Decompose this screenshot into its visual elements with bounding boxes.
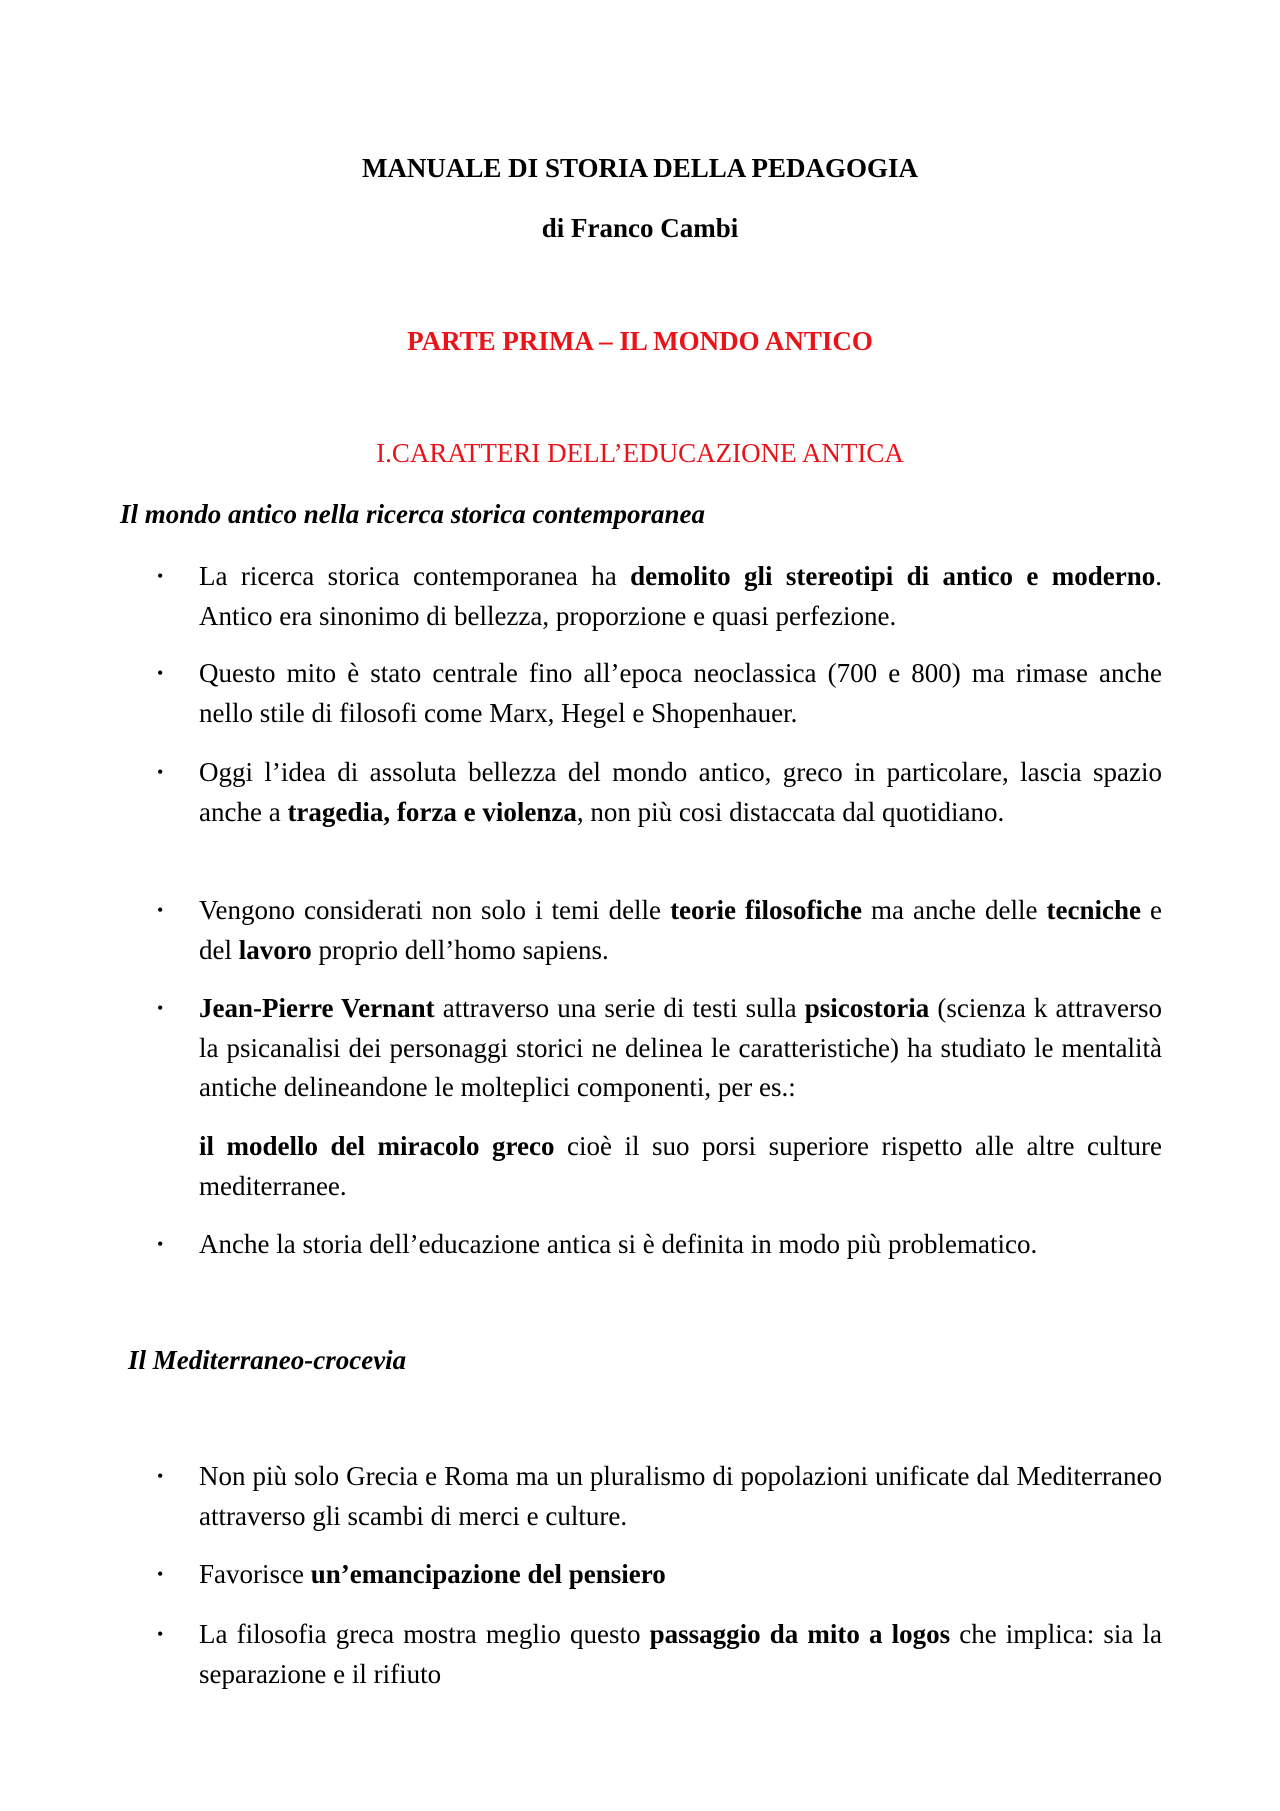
text-run: Oggi l’idea di assoluta bellezza del mondo antico, greco in particolare, lascia spazio anche a (199, 757, 1162, 827)
list-item (157, 557, 1163, 636)
bold-run: tecniche (1046, 895, 1141, 925)
bullet-icon: • (157, 900, 164, 920)
bullet-icon: • (157, 566, 164, 586)
chapter-title: I.CARATTERI DELL’EDUCAZIONE ANTICA (376, 438, 904, 468)
text-run: proprio dell’homo sapiens. (311, 934, 609, 965)
bullet-icon: • (157, 998, 164, 1018)
text-run: (scienza k attraverso la psicanalisi dei personaggi storici ne delinea le caratteristiche) ha studiato le mentalità antiche delineandone le molteplici componenti, per es.: (199, 993, 1162, 1102)
bold-run: tragedia, forza e violenza (287, 796, 577, 827)
document-title: MANUALE DI STORIA DELLA PEDAGOGIA (361, 153, 919, 183)
text-run: ma anche delle (862, 895, 1047, 925)
bold-run: teorie filosofiche (670, 895, 863, 925)
part-title: PARTE PRIMA – IL MONDO ANTICO (407, 326, 873, 356)
document-author: di Franco Cambi (541, 213, 739, 243)
list-item (157, 753, 1162, 832)
text-run: che implica: sia la separazione e il rifiuto (199, 1619, 1162, 1689)
text-run: Questo mito è stato centrale fino all’epoca neoclassica (700 e 800) ma rimase anche nello stile di filosofi come Marx, Hegel e Shopenhauer. (199, 658, 1162, 728)
bold-run: passaggio da mito a logos (649, 1619, 951, 1649)
list-item (157, 1615, 1162, 1694)
bold-run: demolito gli stereotipi di antico e moderno (630, 561, 1156, 591)
list-item (157, 1555, 1162, 1595)
text-run: La filosofia greca mostra meglio questo (199, 1619, 650, 1649)
bullet-icon: • (157, 1624, 164, 1644)
list-item (157, 989, 1162, 1108)
bold-run: psicostoria (804, 993, 930, 1023)
text-run: Favorisce (199, 1559, 311, 1589)
list-item (157, 1457, 1162, 1536)
text-run: Non più solo Grecia e Roma ma un pluralismo di popolazioni unificate dal Mediterraneo attraverso gli scambi di merci e culture. (199, 1461, 1162, 1531)
text-run: . Antico era sinonimo di bellezza, proporzione e quasi perfezione. (199, 561, 1163, 631)
text-run: attraverso una serie di testi sulla (434, 993, 805, 1023)
bold-run: lavoro (238, 934, 312, 965)
bold-run: Jean-Pierre Vernant (199, 993, 435, 1023)
list-item (157, 891, 1162, 970)
bullet-icon: • (157, 762, 164, 782)
text-run: Vengono considerati non solo i temi delle (199, 895, 671, 925)
paragraph (199, 1127, 1162, 1206)
text-run: e del (199, 895, 1162, 965)
text-run: Anche la storia dell’educazione antica si è definita in modo più problematico. (199, 1229, 1038, 1259)
list-item (157, 1225, 1162, 1265)
text-run: La ricerca storica contemporanea ha (199, 561, 631, 591)
bold-run: il modello del miracolo greco (199, 1131, 555, 1161)
section-heading-mediterraneo: Il Mediterraneo-crocevia (128, 1345, 407, 1375)
text-run: , non più cosi distaccata dal quotidiano. (576, 796, 1005, 827)
bullet-icon: • (157, 1466, 164, 1486)
bold-run: un’emancipazione del pensiero (310, 1559, 666, 1589)
text-run: cioè il suo porsi superiore rispetto alle altre culture mediterranee. (199, 1131, 1162, 1201)
bullet-icon: • (157, 1564, 164, 1584)
section-heading-mondo-antico: Il mondo antico nella ricerca storica contemporanea (120, 499, 705, 529)
bullet-icon: • (157, 663, 164, 683)
bullet-icon: • (157, 1234, 164, 1254)
list-item (157, 654, 1162, 733)
